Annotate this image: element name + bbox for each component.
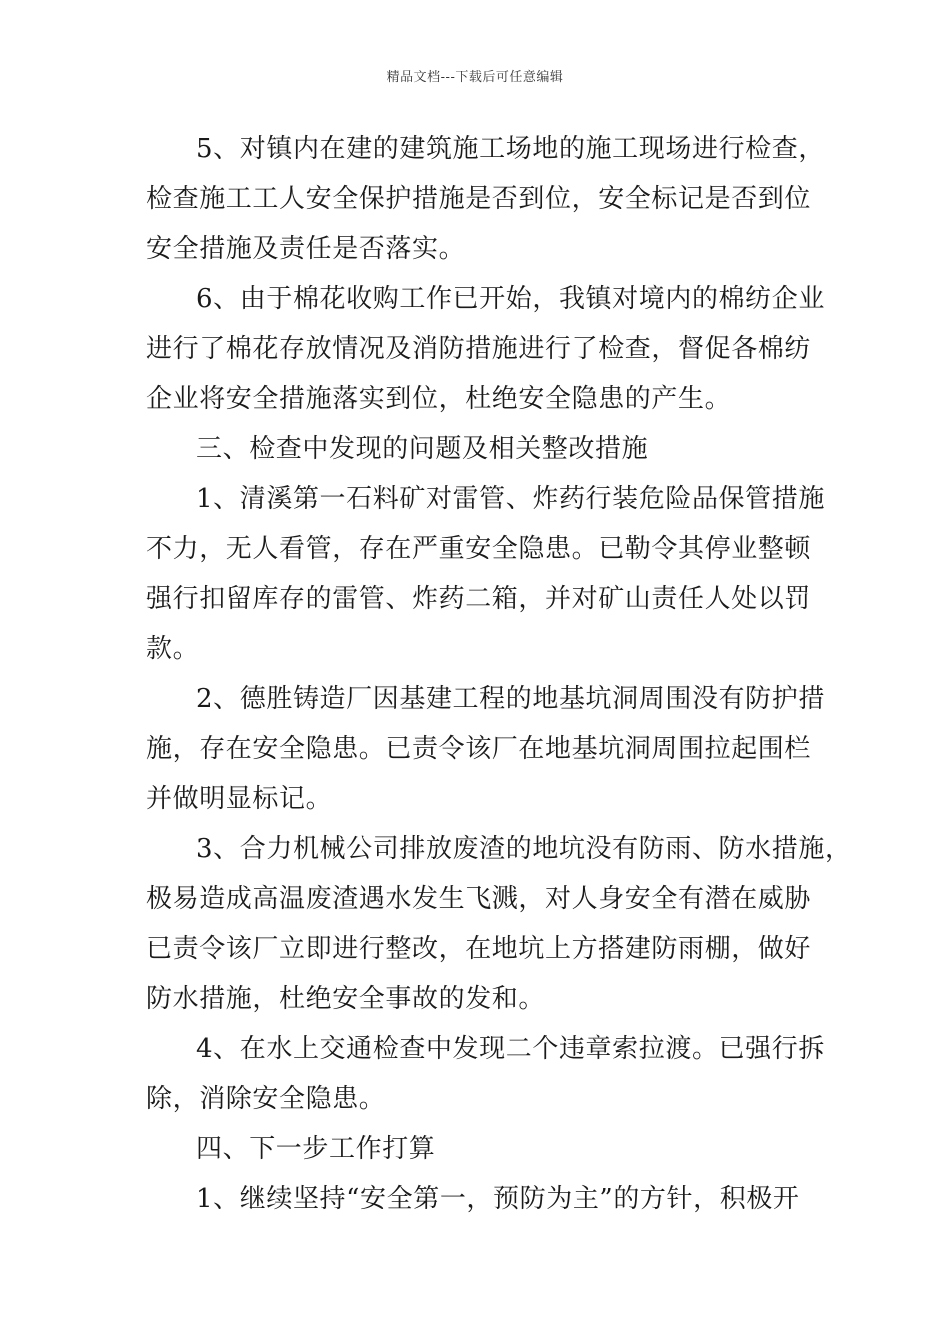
text-line: 安全措施及责任是否落实。 bbox=[146, 234, 466, 264]
text-line: 1、清溪第一石料矿对雷管、炸药行装危险品保管措施 bbox=[196, 484, 825, 514]
text-line: 3、合力机械公司排放废渣的地坑没有防雨、防水措施， bbox=[196, 834, 852, 864]
text-line: 款。 bbox=[146, 634, 200, 664]
text-line: 除，消除安全隐患。 bbox=[146, 1084, 386, 1114]
text-line: 企业将安全措施落实到位，杜绝安全隐患的产生。 bbox=[146, 384, 732, 414]
text-line: 检查施工工人安全保护措施是否到位，安全标记是否到位 bbox=[146, 184, 812, 214]
text-line: 1、继续坚持“安全第一，预防为主”的方针，积极开 bbox=[196, 1184, 800, 1214]
text-line: 极易造成高温废渣遇水发生飞溅，对人身安全有潜在威胁 bbox=[146, 884, 812, 914]
page-header: 精品文档---下载后可任意编辑 bbox=[386, 70, 564, 85]
text-line: 已责令该厂立即进行整改，在地坑上方搭建防雨棚，做好 bbox=[146, 934, 812, 964]
text-line: 5、对镇内在建的建筑施工场地的施工现场进行检查， bbox=[196, 134, 825, 164]
section-heading: 四、下一步工作打算 bbox=[196, 1134, 436, 1164]
text-line: 防水措施，杜绝安全事故的发和。 bbox=[146, 984, 546, 1014]
text-line: 并做明显标记。 bbox=[146, 784, 333, 814]
section-heading: 三、检查中发现的问题及相关整改措施 bbox=[196, 434, 649, 464]
text-line: 2、德胜铸造厂因基建工程的地基坑洞周围没有防护措 bbox=[196, 684, 825, 714]
text-line: 6、由于棉花收购工作已开始，我镇对境内的棉纺企业 bbox=[196, 284, 825, 314]
text-line: 强行扣留库存的雷管、炸药二箱，并对矿山责任人处以罚 bbox=[146, 584, 812, 614]
text-line: 不力，无人看管，存在严重安全隐患。已勒令其停业整顿 bbox=[146, 534, 812, 564]
text-line: 施，存在安全隐患。已责令该厂在地基坑洞周围拉起围栏 bbox=[146, 734, 812, 764]
text-line: 4、在水上交通检查中发现二个违章索拉渡。已强行拆 bbox=[196, 1034, 825, 1064]
text-line: 进行了棉花存放情况及消防措施进行了检查，督促各棉纺 bbox=[146, 334, 812, 364]
